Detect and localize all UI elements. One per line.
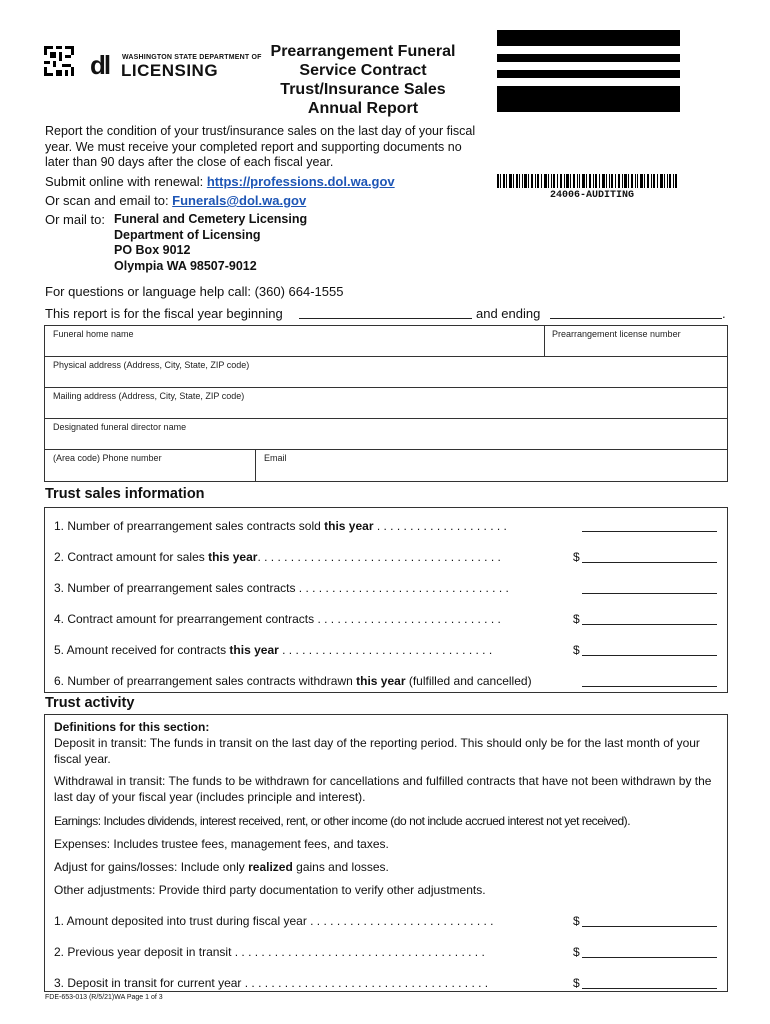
address-line: Department of Licensing: [114, 227, 261, 242]
physical-address-field[interactable]: [45, 357, 727, 388]
barcode-image: [497, 174, 677, 188]
dollar-sign: $: [573, 976, 580, 990]
address-line: Funeral and Cemetery Licensing: [114, 212, 308, 226]
logo-agency-text: WASHINGTON STATE DEPARTMENT OF: [122, 54, 262, 61]
mailing-address-label: Mailing address (Address, City, State, ZIP code): [53, 391, 245, 401]
title-line: Annual Report: [307, 100, 419, 117]
email-link[interactable]: Funerals@dol.wa.gov: [172, 193, 307, 208]
definition-gains-losses: Adjust for gains/losses: Include only realized gains and losses.: [54, 860, 389, 874]
trust-activity-item-2: 2. Previous year deposit in transit . . . . . . . . . . . . . . . . . . . . . . . . . . . . . . . . . . . . . .: [54, 945, 485, 959]
professions-link[interactable]: https://professions.dol.wa.gov: [206, 174, 395, 189]
trust-sales-field-5[interactable]: [582, 655, 717, 656]
title-line: Trust/Insurance Sales: [280, 81, 446, 98]
dollar-sign: $: [573, 945, 580, 959]
fiscal-end-field[interactable]: [550, 318, 722, 319]
trust-sales-item-6: 6. Number of prearrangement sales contracts withdrawn this year (fulfilled and cancelled): [54, 674, 532, 688]
email-label: Or scan and email to:: [45, 193, 173, 208]
logo-mark: dl: [90, 50, 110, 80]
logo-licensing-text: LICENSING: [121, 61, 219, 80]
email-line: [45, 191, 306, 210]
qr-code-image: [44, 46, 74, 76]
definition-deposit-in-transit: Deposit in transit: The funds in transit on the last day of the reporting period. This should only be for the last month of your fiscal year.: [54, 736, 700, 766]
definitions-heading: Definitions for this section:: [54, 720, 210, 734]
redaction-bar: [497, 30, 680, 46]
license-number-field[interactable]: [545, 326, 727, 357]
trust-sales-item-3: 3. Number of prearrangement sales contracts . . . . . . . . . . . . . . . . . . . . . . . . . . . . . . . .: [54, 581, 509, 595]
trust-sales-box: [44, 507, 728, 693]
email-field-label: Email: [264, 453, 287, 463]
director-name-field[interactable]: [45, 419, 727, 450]
fiscal-mid: and ending: [476, 306, 541, 321]
trust-sales-field-4[interactable]: [582, 624, 717, 625]
physical-address-label: Physical address (Address, City, State, ZIP code): [53, 360, 250, 370]
trust-sales-field-2[interactable]: [582, 562, 717, 563]
intro-text: Report the condition of your trust/insurance sales on the last day of your fiscal year. We must receive your completed report and supporting documents no later than 90 days after the close of each fiscal year.: [45, 124, 476, 169]
funeral-home-name-field[interactable]: [45, 326, 545, 357]
trust-sales-field-6[interactable]: [582, 686, 717, 687]
fiscal-begin-field[interactable]: [299, 318, 472, 319]
title-line: Prearrangement Funeral: [270, 43, 456, 60]
trust-sales-item-5: 5. Amount received for contracts this year . . . . . . . . . . . . . . . . . . . . . . . . . . . . . . . .: [54, 643, 493, 657]
funeral-home-info-grid: [44, 325, 728, 482]
license-number-label: Prearrangement license number: [552, 329, 681, 339]
email-field[interactable]: [256, 450, 727, 481]
trust-activity-field-1[interactable]: [582, 926, 717, 927]
submit-online-line: [45, 172, 395, 191]
address-line: Olympia WA 98507-9012: [114, 258, 257, 273]
fiscal-prefix: This report is for the fiscal year beginning: [45, 306, 283, 321]
dollar-sign: $: [573, 643, 580, 657]
definition-expenses: Expenses: Includes trustee fees, management fees, and taxes.: [54, 837, 389, 851]
mail-address: [114, 212, 307, 274]
barcode-label: 24006-AUDITING: [550, 190, 635, 201]
mail-prefix: Or mail to:: [45, 212, 105, 227]
trust-activity-field-3[interactable]: [582, 988, 717, 989]
definition-other-adjustments: Other adjustments: Provide third party documentation to verify other adjustments.: [54, 883, 486, 897]
trust-sales-item-1: 1. Number of prearrangement sales contracts sold this year . . . . . . . . . . . . . . . . . . . .: [54, 519, 507, 533]
funeral-home-name-label: Funeral home name: [53, 329, 134, 339]
definition-withdrawal-in-transit: Withdrawal in transit: The funds to be withdrawn for cancellations and fulfilled contracts that have not been withdrawn by the last day of your fiscal year (includes principle and interest).: [54, 774, 712, 804]
phone-field[interactable]: [45, 450, 256, 481]
trust-activity-item-3: 3. Deposit in transit for current year . . . . . . . . . . . . . . . . . . . . . . . . . . . . . . . . . . . . .: [54, 976, 489, 990]
trust-sales-item-2: 2. Contract amount for sales this year. . . . . . . . . . . . . . . . . . . . . . . . . . . . . . . . . . . . .: [54, 550, 501, 564]
director-name-label: Designated funeral director name: [53, 422, 187, 432]
address-line: PO Box 9012: [114, 243, 191, 257]
trust-activity-item-1: 1. Amount deposited into trust during fiscal year . . . . . . . . . . . . . . . . . . . . . . . . . . . .: [54, 914, 494, 928]
form-title: [245, 42, 481, 118]
trust-activity-title: Trust activity: [45, 695, 135, 711]
redaction-bar: [497, 70, 680, 78]
trust-activity-field-2[interactable]: [582, 957, 717, 958]
fiscal-end-punct: .: [722, 306, 726, 321]
phone-label: (Area code) Phone number: [53, 453, 162, 463]
submit-online-label: Submit online with renewal:: [45, 174, 207, 189]
trust-sales-field-1[interactable]: [582, 531, 717, 532]
trust-sales-title: Trust sales information: [45, 486, 205, 502]
redaction-bar: [497, 86, 680, 112]
redaction-bar: [497, 54, 680, 62]
dollar-sign: $: [573, 914, 580, 928]
questions-line: For questions or language help call: (360) 664-1555: [45, 284, 344, 299]
trust-sales-item-4: 4. Contract amount for prearrangement contracts . . . . . . . . . . . . . . . . . . . . . . . . . . . .: [54, 612, 501, 626]
trust-activity-box: [44, 714, 728, 992]
trust-sales-field-3[interactable]: [582, 593, 717, 594]
dollar-sign: $: [573, 612, 580, 626]
title-line: Service Contract: [299, 62, 427, 79]
mailing-address-field[interactable]: [45, 388, 727, 419]
form-footer: FDE-653-013 (R/5/21)WA Page 1 of 3: [45, 994, 163, 1001]
definition-earnings: Earnings: Includes dividends, interest received, rent, or other income (do not include accrued interest not yet received).: [54, 814, 631, 828]
dollar-sign: $: [573, 550, 580, 564]
